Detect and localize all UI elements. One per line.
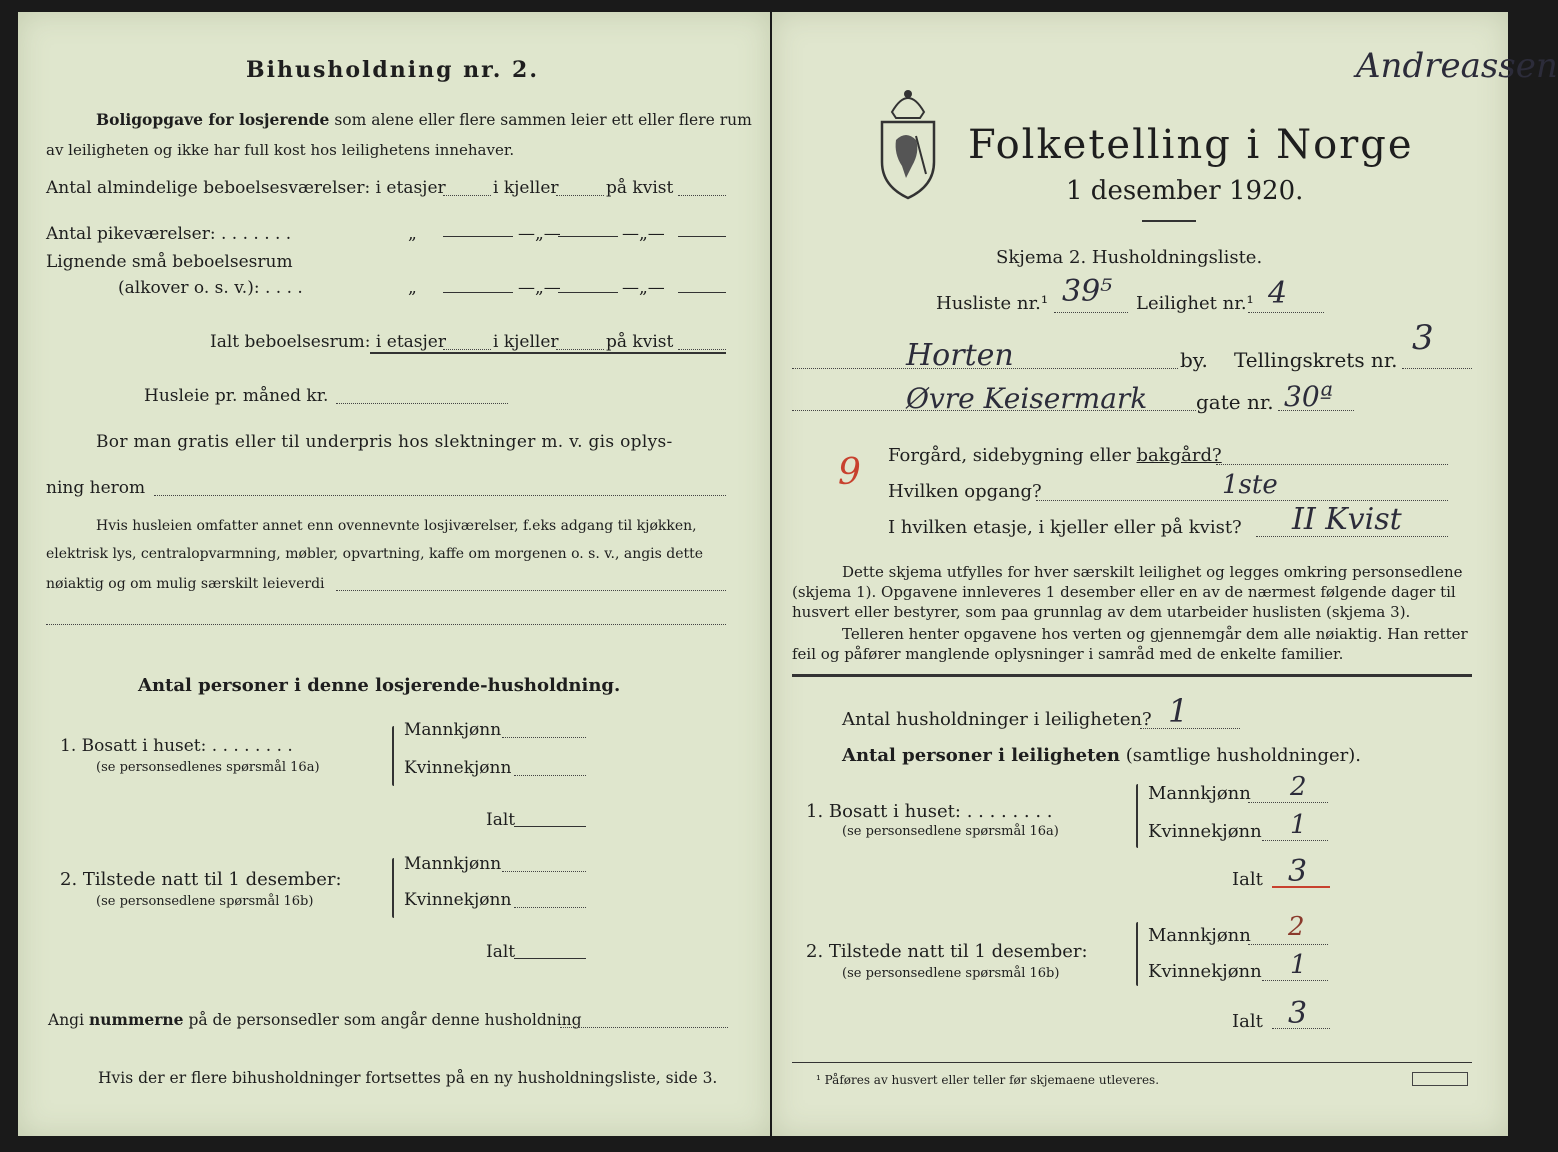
footer-note: Hvis der er flere bihusholdninger fortsettes på en ny husholdningsliste, side 3. xyxy=(98,1069,718,1087)
pike-kvist-field[interactable] xyxy=(678,236,726,237)
bihusholdning-title: Bihusholdning nr. 2. xyxy=(246,57,539,83)
krets-label: Tellingskrets nr. xyxy=(1234,348,1398,372)
husleie-para-line1: Hvis husleien omfatter annet enn ovennevnte losjiværelser, f.eks adgang til kjøkken, xyxy=(96,518,697,534)
instructions-p1-line1: Dette skjema utfylles for hver særskilt leilighet og legges omkring personsedlene xyxy=(842,563,1463,581)
leilighet-label: Leilighet nr.¹ xyxy=(1136,293,1254,314)
hushold-label: Antal husholdninger i leiligheten? xyxy=(842,709,1152,730)
small-rooms-label-2: (alkover o. s. v.): . . . . xyxy=(118,278,303,298)
rooms-kjeller-field[interactable] xyxy=(556,195,604,196)
q1-ialt-field[interactable] xyxy=(514,826,586,827)
ialt-kvist-label: på kvist xyxy=(606,332,674,352)
pike-etasjer-field[interactable] xyxy=(443,236,513,237)
forgaard-field[interactable] xyxy=(1216,464,1448,465)
q1-kvinne-label: Kvinnekjønn xyxy=(1148,821,1262,842)
opgang-value[interactable]: 1ste xyxy=(1222,470,1278,500)
street-field xyxy=(792,410,1196,411)
small-etasjer-field[interactable] xyxy=(443,292,513,293)
husleie-para-line3: nøiaktig og om mulig særskilt leieverdi xyxy=(46,576,325,592)
q2-kvinne-value[interactable]: 1 xyxy=(1290,950,1307,980)
q1-mann-label: Mannkjønn xyxy=(404,720,502,740)
q2-mann-label: Mannkjønn xyxy=(404,854,502,874)
husliste-label: Husliste nr.¹ xyxy=(936,293,1049,314)
q1-ialt-value[interactable]: 3 xyxy=(1288,854,1308,889)
pike-dash-ditto-1: —„— xyxy=(518,224,561,244)
leilighet-value[interactable]: 4 xyxy=(1268,276,1288,311)
q1-sub: (se personsedlene spørsmål 16a) xyxy=(842,824,1059,839)
ialt-underline xyxy=(370,352,726,354)
leieverdi-field[interactable] xyxy=(336,590,726,591)
pike-kjeller-field[interactable] xyxy=(558,236,618,237)
hushold-value[interactable]: 1 xyxy=(1168,692,1189,730)
q2-mann-label: Mannkjønn xyxy=(1148,925,1251,946)
q2-mann-field xyxy=(1248,944,1328,945)
q2-ialt-field[interactable] xyxy=(514,958,586,959)
q1-kvinne-field xyxy=(1262,840,1328,841)
instructions-p2-line1: Telleren henter opgavene hos verten og gjennemgår dem alle nøiaktig. Han retter xyxy=(842,625,1468,643)
small-dash-ditto-2: —„— xyxy=(622,278,665,298)
krets-value[interactable]: 3 xyxy=(1412,318,1434,358)
q1-sub: (se personsedlenes spørsmål 16a) xyxy=(96,760,320,775)
gate-value[interactable]: 30ª xyxy=(1284,380,1333,413)
q1-kvinne-field[interactable] xyxy=(514,775,586,776)
q2-sub: (se personsedlene spørsmål 16b) xyxy=(96,894,314,909)
q1-mann-label: Mannkjønn xyxy=(1148,783,1251,804)
small-ditto: „ xyxy=(408,278,417,298)
q1-ialt-label: Ialt xyxy=(1232,869,1263,890)
rooms-kjeller-label: i kjeller xyxy=(493,178,559,198)
gate-label: gate nr. xyxy=(1196,390,1274,414)
pike-ditto: „ xyxy=(408,224,417,244)
rent-label: Husleie pr. måned kr. xyxy=(144,386,329,406)
q1-brace xyxy=(392,726,394,786)
persons-heading: Antal personer i denne losjerende-husholdning. xyxy=(138,675,621,696)
q1-brace xyxy=(1136,784,1138,848)
q2-mann-field[interactable] xyxy=(502,871,586,872)
norway-coat-of-arms-icon xyxy=(876,82,940,202)
husliste-field xyxy=(1054,312,1128,313)
rooms-kvist-field[interactable] xyxy=(678,195,726,196)
city-field xyxy=(792,368,1178,369)
q2-brace xyxy=(392,858,394,918)
gate-field xyxy=(1278,410,1354,411)
q1-mann-value[interactable]: 2 xyxy=(1290,772,1307,802)
krets-field xyxy=(1402,368,1472,369)
intro-line2: av leiligheten og ikke har full kost hos leilighetens innehaver. xyxy=(46,141,515,159)
q1-label: 1. Bosatt i huset: . . . . . . . . xyxy=(806,801,1053,822)
leieverdi-field-2[interactable] xyxy=(46,624,726,625)
city-value[interactable]: Horten xyxy=(906,338,1014,373)
right-page xyxy=(772,12,1558,1136)
q2-brace xyxy=(1136,922,1138,986)
by-label: by. xyxy=(1180,348,1208,372)
q2-kvinne-label: Kvinnekjønn xyxy=(1148,961,1262,982)
ialt-kjeller-field[interactable] xyxy=(556,349,604,350)
footnote-rule xyxy=(792,1062,1472,1063)
q1-mann-field[interactable] xyxy=(502,737,586,738)
rooms-etasjer-field[interactable] xyxy=(443,195,491,196)
rooms-kvist-label: på kvist xyxy=(606,178,674,198)
q1-ialt-red-underline xyxy=(1272,886,1330,888)
angi-field[interactable] xyxy=(560,1027,728,1028)
husleie-para-line2: elektrisk lys, centralopvarmning, møbler, opvartning, kaffe om morgenen o. s. v., angis dette xyxy=(46,546,704,562)
q2-kvinne-field[interactable] xyxy=(514,907,586,908)
etasje-value[interactable]: II Kvist xyxy=(1292,502,1402,537)
skjema-label: Skjema 2. Husholdningsliste. xyxy=(996,247,1263,268)
small-kvist-field[interactable] xyxy=(678,292,726,293)
street-value[interactable]: Øvre Keisermark xyxy=(906,382,1148,415)
top-signature: Andreassen xyxy=(1356,46,1558,86)
q2-ialt-label: Ialt xyxy=(486,942,516,962)
ialt-etasjer-field[interactable] xyxy=(443,349,491,350)
ialt-rooms-label: Ialt beboelsesrum: i etasjer xyxy=(210,332,446,352)
hushold-field xyxy=(1140,728,1240,729)
rent-field[interactable] xyxy=(336,403,508,404)
gratis-line1: Bor man gratis eller til underpris hos slektninger m. v. gis oplys- xyxy=(96,432,673,452)
q2-label: 2. Tilstede natt til 1 desember: xyxy=(60,869,342,890)
q2-ialt-field xyxy=(1272,1028,1330,1029)
census-date: 1 desember 1920. xyxy=(1066,176,1304,206)
q2-label: 2. Tilstede natt til 1 desember: xyxy=(806,941,1088,962)
q2-sub: (se personsedlene spørsmål 16b) xyxy=(842,966,1060,981)
rooms-label: Antal almindelige beboelsesværelser: i etasjer xyxy=(46,178,446,198)
pike-label: Antal pikeværelser: . . . . . . . xyxy=(46,224,292,244)
small-dash-ditto-1: —„— xyxy=(518,278,561,298)
husliste-value[interactable]: 39⁵ xyxy=(1062,274,1113,309)
left-page xyxy=(18,12,770,1136)
q1-kvinne-value[interactable]: 1 xyxy=(1290,810,1307,840)
q1-ialt-label: Ialt xyxy=(486,810,516,830)
gratis-line2: ning herom xyxy=(46,478,146,498)
gratis-field[interactable] xyxy=(154,495,726,496)
opgang-label: Hvilken opgang? xyxy=(888,481,1042,502)
small-kjeller-field[interactable] xyxy=(558,292,618,293)
q2-kvinne-label: Kvinnekjønn xyxy=(404,890,512,910)
angi-line: Angi nummerne på de personsedler som angår denne husholdning xyxy=(48,1010,582,1029)
etasje-label: I hvilken etasje, i kjeller eller på kvist? xyxy=(888,517,1242,538)
ialt-kjeller-label: i kjeller xyxy=(493,332,559,352)
q2-ialt-label: Ialt xyxy=(1232,1011,1263,1032)
instructions-p1-line3: husvert eller bestyrer, som paa grunnlag av dem utarbeider huslisten (skjema 3). xyxy=(792,603,1411,621)
q1-mann-field xyxy=(1248,802,1328,803)
q2-mann-value[interactable]: 2 xyxy=(1288,912,1305,942)
q1-label: 1. Bosatt i huset: . . . . . . . . xyxy=(60,736,293,756)
leilighet-field xyxy=(1248,312,1324,313)
title-rule xyxy=(1142,220,1196,222)
q1-kvinne-label: Kvinnekjønn xyxy=(404,758,512,778)
pike-dash-ditto-2: —„— xyxy=(622,224,665,244)
intro-line1: Boligopgave for losjerende som alene eller flere sammen leier ett eller flere rum xyxy=(96,110,752,129)
q2-kvinne-field xyxy=(1262,980,1328,981)
instructions-p1-line2: (skjema 1). Opgavene innleveres 1 desember eller en av de nærmest følgende dager til xyxy=(792,583,1456,601)
q2-ialt-value[interactable]: 3 xyxy=(1288,996,1308,1031)
printer-stamp xyxy=(1412,1072,1468,1086)
folketelling-title: Folketelling i Norge xyxy=(968,122,1414,168)
small-rooms-label-1: Lignende små beboelsesrum xyxy=(46,252,293,272)
bakgaard-underlined[interactable]: bakgård? xyxy=(1136,445,1222,466)
opgang-field xyxy=(1036,500,1448,501)
footnote: ¹ Påføres av husvert eller teller før skjemaene utleveres. xyxy=(816,1073,1160,1087)
forgaard-label: Forgård, sidebygning eller bakgård? xyxy=(888,445,1222,466)
margin-red-mark: 9 xyxy=(838,452,861,493)
ialt-kvist-field[interactable] xyxy=(678,349,726,350)
etasje-field xyxy=(1256,536,1448,537)
persons-heading: Antal personer i leiligheten (samtlige husholdninger). xyxy=(842,745,1362,766)
section-rule xyxy=(792,674,1472,677)
instructions-p2-line2: feil og påfører manglende oplysninger i samråd med de enkelte familier. xyxy=(792,645,1344,663)
